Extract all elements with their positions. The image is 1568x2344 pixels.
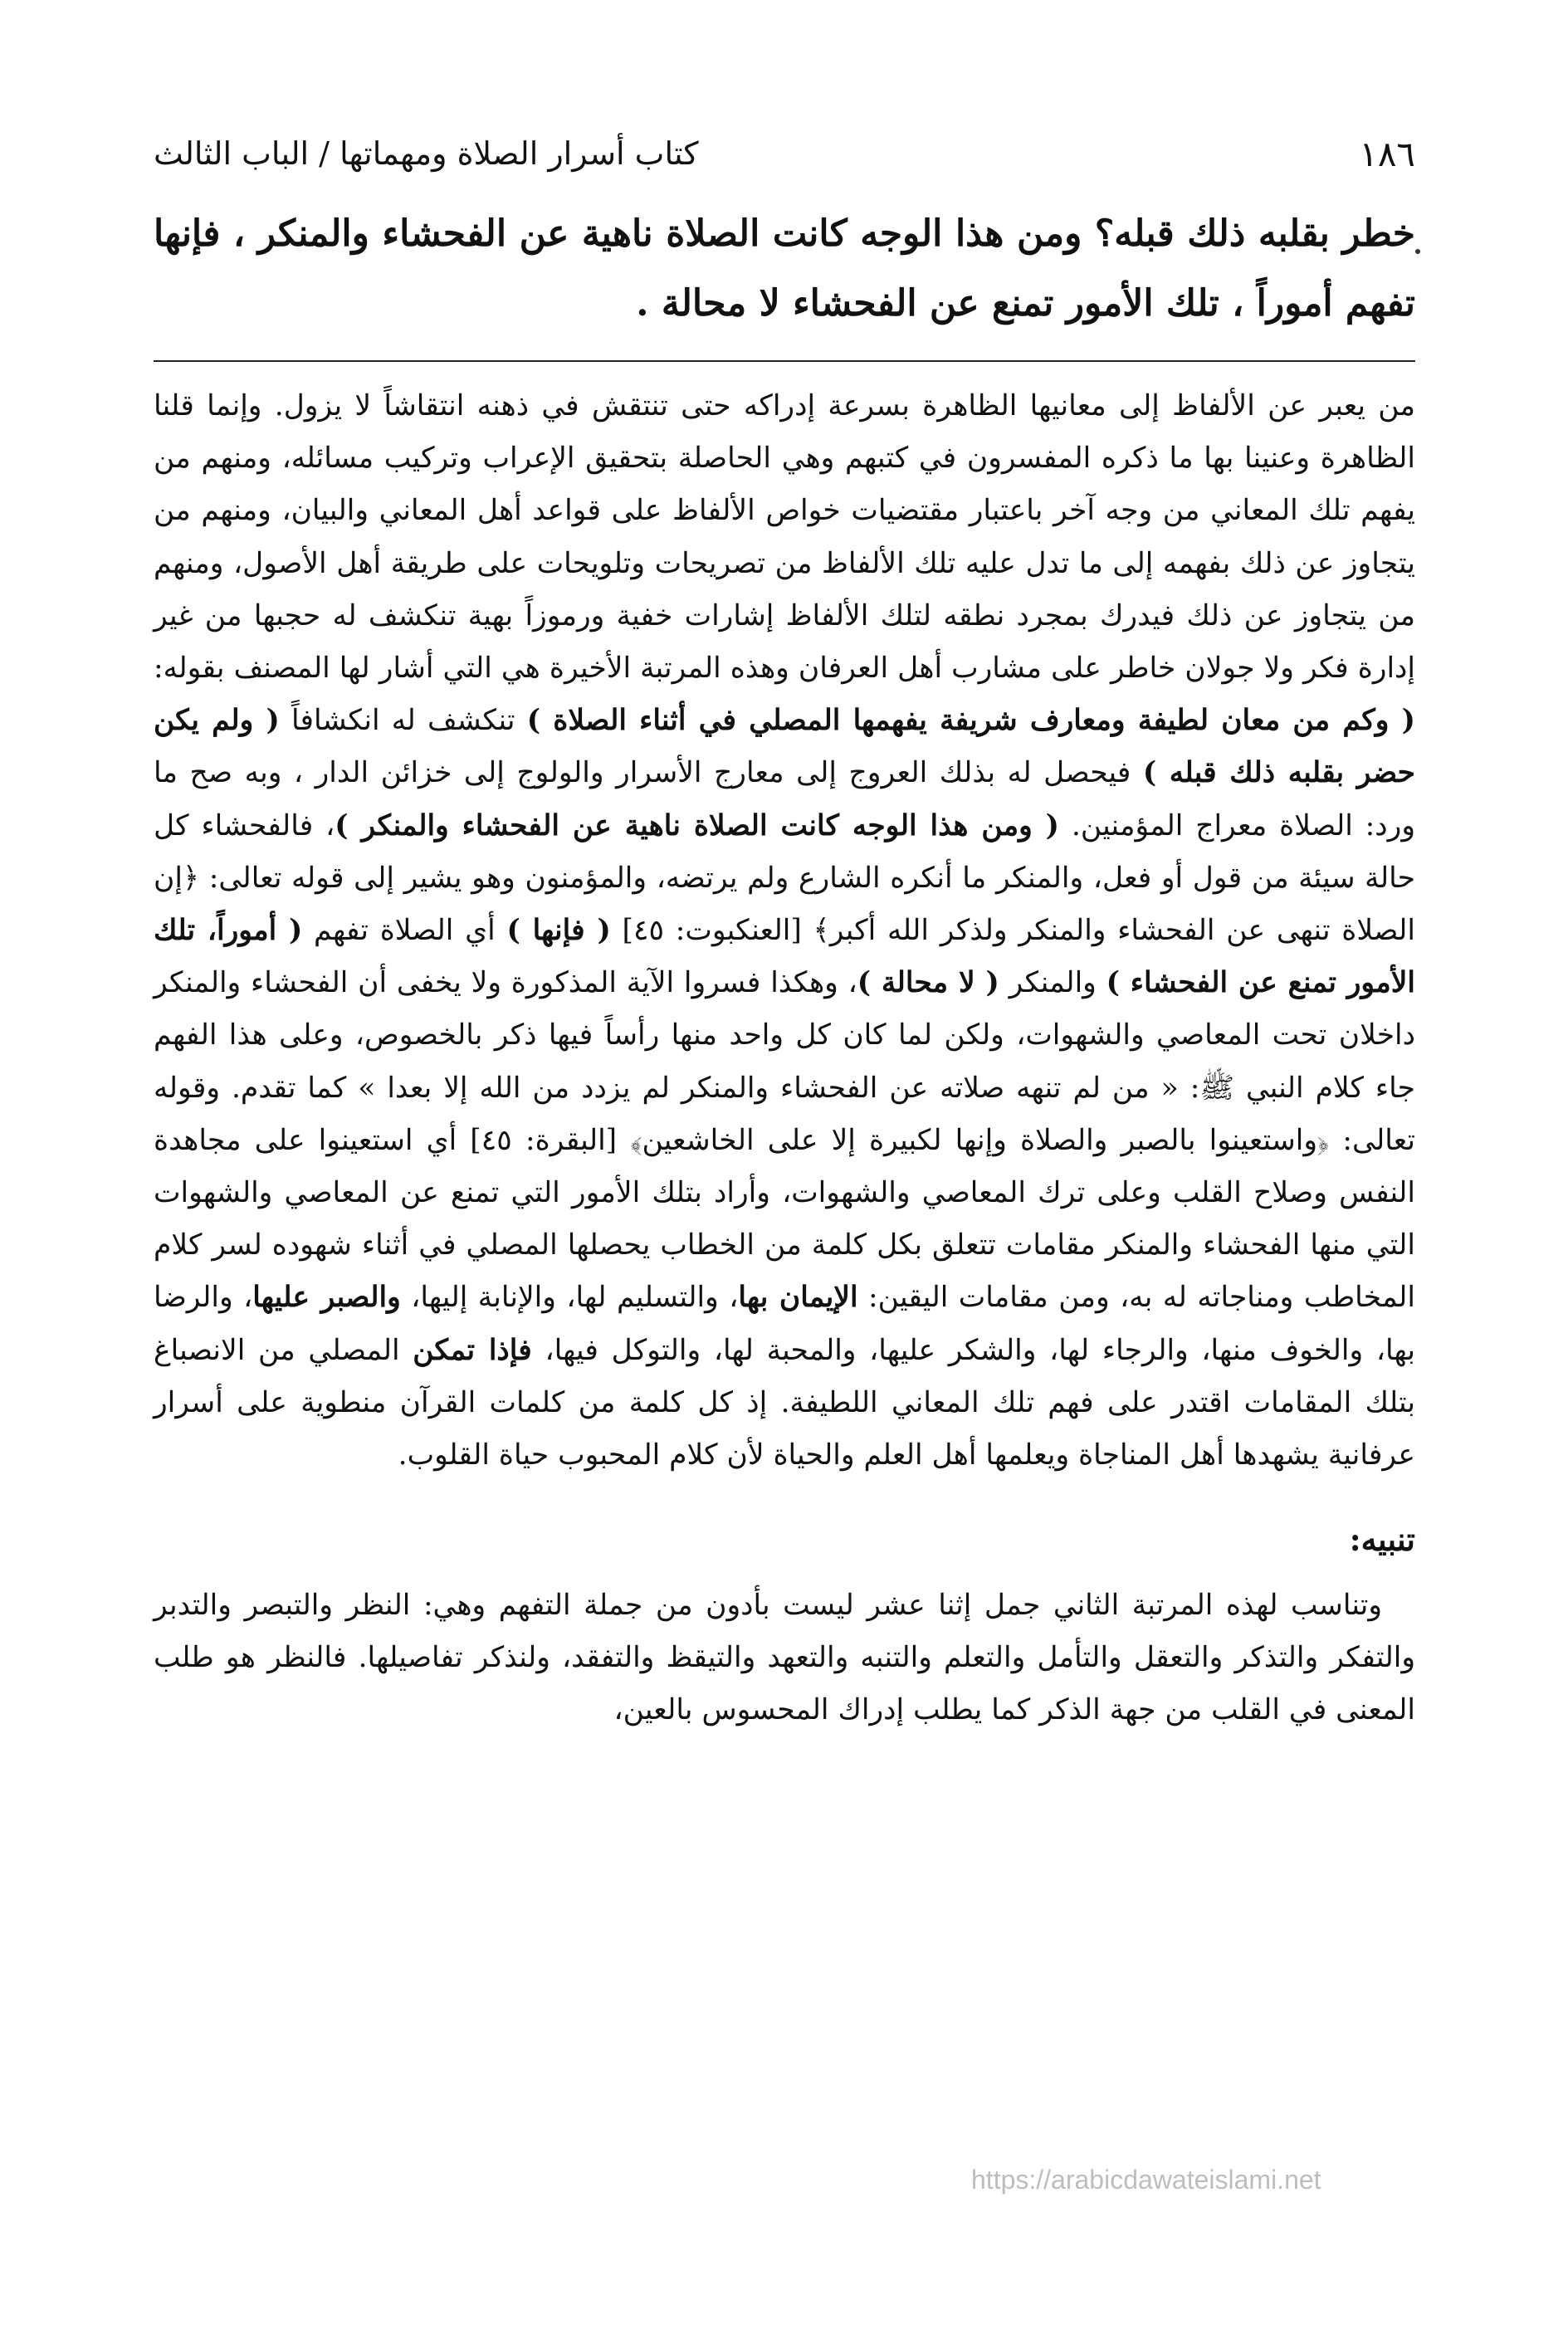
commentary-text: ، فالفحشاء كل حالة سيئة من قول أو فعل، والمنكر ما أنكره الشارع ولم يرتضه، والمؤمنون وهو يشير إلى قوله تعالى: ﴿إن الصلاة تنهى عن الفحشاء والمنكر ولذكر الله أكبر﴾ [العنكبوت: ٤٥]: [154, 808, 1415, 948]
commentary-emphasis: الإيمان بها: [738, 1281, 858, 1315]
commentary-text: أي الصلاة تفهم: [302, 914, 507, 948]
main-text-block: [154, 199, 1415, 339]
commentary-block: [154, 380, 1415, 1482]
footnote-separator: [154, 360, 1415, 362]
commentary-quote: ( أموراً، تلك الأمور تمنع عن الفحشاء ): [154, 914, 1415, 1000]
margin-dot: [1415, 249, 1420, 254]
notice-title: تنبيه:: [1349, 1521, 1415, 1559]
commentary-emphasis: والصبر عليها: [252, 1281, 401, 1315]
running-title: كتاب أسرار الصلاة ومهماتها / الباب الثالث: [154, 135, 699, 172]
commentary-quote: ( لا محالة ): [857, 966, 999, 1000]
commentary-quote: ( فإنها ): [506, 914, 611, 948]
main-text-paragraph: خطر بقلبه ذلك قبله؟ ومن هذا الوجه كانت الصلاة ناهية عن الفحشاء والمنكر ، فإنها تفهم أموراً ، تلك الأمور تمنع عن الفحشاء لا محالة .: [154, 212, 1415, 325]
commentary-text: المصلي من الانصباغ بتلك المقامات اقتدر على فهم تلك المعاني اللطيفة. إذ كل كلمة من كلمات القرآن منطوية على أسرار عرفانية يشهدها أهل المناجاة ويعلمها أهل العلم والحياة لأن كلام المحبوب حياة القلوب.: [154, 1333, 1415, 1472]
commentary-text: فيحصل له بذلك العروج إلى معارج الأسرار والولوج إلى خزائن الدار ، وبه صح ما ورد: الصلاة معراج المؤمنين.: [154, 756, 1415, 842]
commentary-text: من يعبر عن الألفاظ إلى معانيها الظاهرة بسرعة إدراكه حتى تنتقش في ذهنه انتقاشاً لا يزول. وإنما قلنا الظاهرة وعنينا بها ما ذكره المفسرون في كتبهم وهي الحاصلة بتحقيق الإعراب وتركيب مسائله، ومنهم من يفهم تلك المعاني من وجه آخر باعتبار مقتضيات خواص الألفاظ على قواعد أهل المعاني والبيان، ومنهم من يتجاوز عن ذلك بفهمه إلى ما تدل عليه تلك الألفاظ من تصريحات وتلويحات على طريقة أهل الأصول، ومنهم من يتجاوز عن ذلك فيدرك بمجرد نطقه لتلك الألفاظ إشارات خفية ورموزاً بهية تنكشف له حجبها من غير إدارة فكر ولا جولان خاطر على مشارب أهل العرفان وهذه المرتبة الأخيرة هي التي أشار لها المصنف بقوله:: [154, 389, 1415, 686]
commentary-emphasis: فإذا تمكن: [413, 1333, 532, 1367]
notice-body-block: [154, 1580, 1415, 1736]
commentary-text: تنكشف له انكشافاً: [279, 704, 527, 738]
commentary-quote: ( ولم يكن حضر بقلبه ذلك قبله ): [154, 704, 1415, 790]
commentary-text: ، وهكذا فسروا الآية المذكورة ولا يخفى أن الفحشاء والمنكر داخلان تحت المعاصي والشهوات، ولكن لما كان كل واحد منها رأساً فيها ذكر بالخصوص، وعلى هذا الفهم جاء كلام النبي ﷺ: « من لم تنهه صلاته عن الفحشاء والمنكر لم يزدد من الله إلا بعدا » كما تقدم. وقوله تعالى: ﴿واستعينوا بالصبر والصلاة وإنها لكبيرة إلا على الخاشعين﴾ [البقرة: ٤٥] أي استعينوا على مجاهدة النفس وصلاح القلب وعلى ترك المعاصي والشهوات، وأراد بتلك الأمور التي تمنع عن المعاصي والشهوات التي منها الفحشاء والمنكر مقامات تتعلق بكل كلمة من الخطاب يحصلها المصلي في أثناء شهوده لسر كلام المخاطب ومناجاته له به، ومن مقامات اليقين:: [154, 966, 1416, 1315]
page-header: [154, 125, 1415, 183]
commentary-text: ، والتسليم لها، والإنابة إليها،: [400, 1281, 739, 1315]
document-page: [154, 125, 1415, 2283]
commentary-quote: ( ومن هذا الوجه كانت الصلاة ناهية عن الفحشاء والمنكر ): [335, 808, 1060, 842]
commentary-quote: ( وكم من معان لطيفة ومعارف شريفة يفهمها المصلي في أثناء الصلاة ): [526, 704, 1415, 738]
page-number: ١٨٦: [1359, 133, 1415, 174]
commentary-text: والمنكر: [999, 966, 1106, 1000]
commentary-paragraph: [154, 380, 1415, 1482]
notice-paragraph: وتناسب لهذه المرتبة الثاني جمل إثنا عشر ليست بأدون من جملة التفهم وهي: النظر والتبصر والتدبر والتفكر والتذكر والتعقل والتأمل والتعلم والتنبه والتعهد والتيقظ والتفقد، ولنذكر تفاصيلها. فالنظر هو طلب المعنى في القلب من جهة الذكر كما يطلب إدراك المحسوس بالعين،: [154, 1589, 1415, 1727]
commentary-text: ، والرضا بها، والخوف منها، والرجاء لها، والشكر عليها، والمحبة لها، والتوكل فيها،: [154, 1281, 1415, 1367]
watermark-url: https://arabicdawateislami.net: [971, 2165, 1321, 2195]
